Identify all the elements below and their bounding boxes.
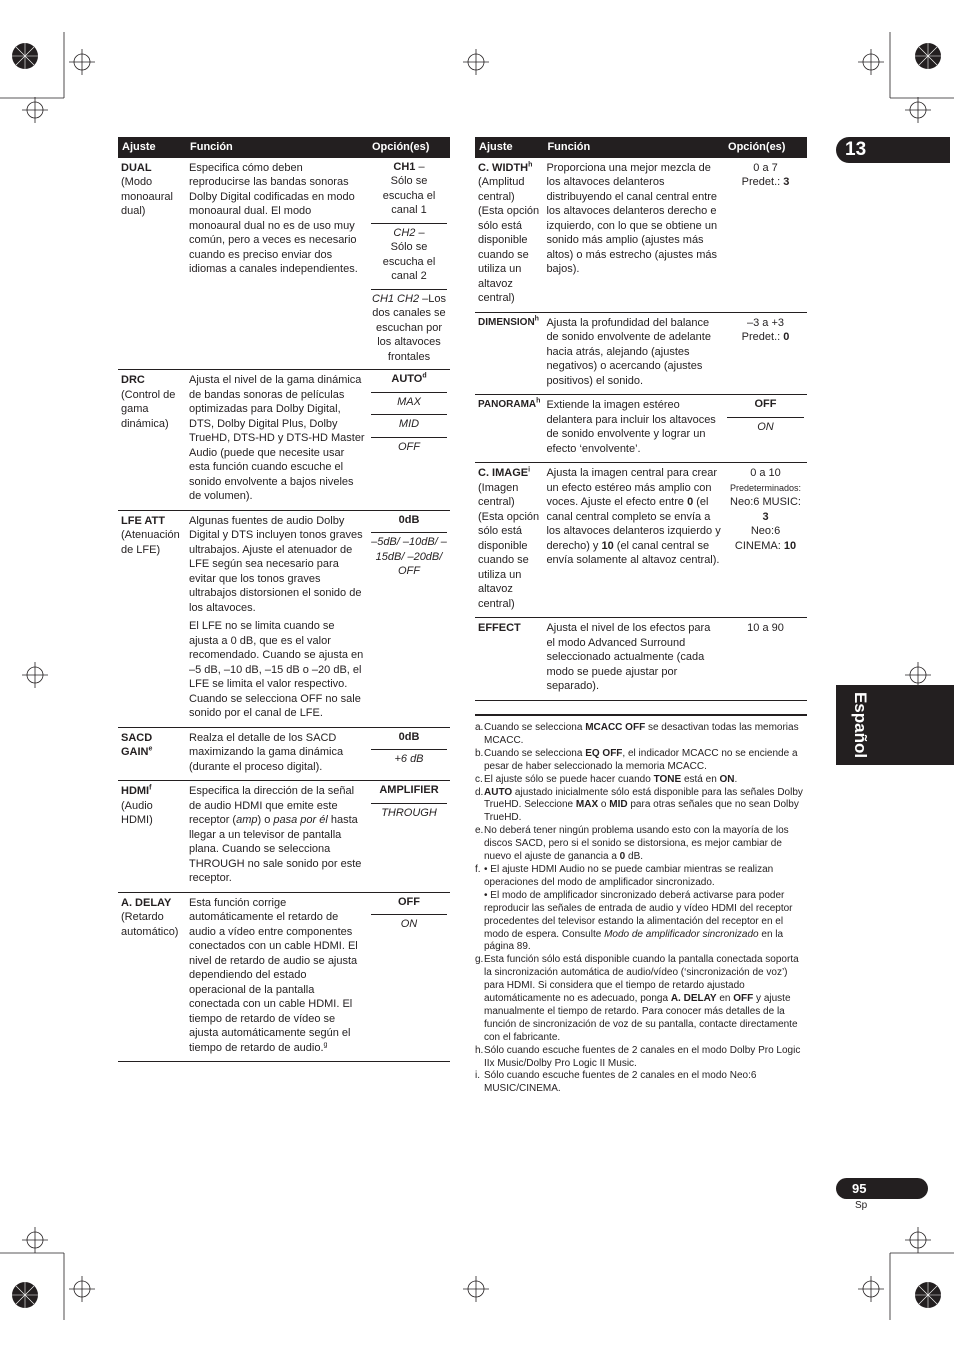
table-row bbox=[118, 370, 450, 511]
option-off: OFF bbox=[727, 395, 804, 418]
setting-name: HDMI$^f$ bbox=[121, 784, 152, 797]
option-range: 0 a 7 bbox=[753, 161, 778, 174]
language-tab: Español bbox=[836, 685, 954, 765]
option-default: Predet.: 0 bbox=[741, 331, 790, 343]
option-6db: +6 dB bbox=[394, 753, 424, 765]
page-label: Sp bbox=[855, 1200, 868, 1211]
setting-function: Especifica la dirección de la señal de audio HDMI que emite este receptor (amp) o pasa por él hasta llegar a un televisor de pantalla plana. Cuando se selecciona THROUGH no sale sonido por este receptor. bbox=[186, 781, 368, 893]
option-ch1ch2: CH1 CH2 –Los dos canales se escuchan por los altavoces frontales bbox=[372, 292, 446, 363]
table-row bbox=[118, 781, 450, 893]
chapter-tab: 13 bbox=[836, 137, 950, 163]
option-ch1: CH1 – Sólo se escucha el canal 1 bbox=[371, 158, 447, 224]
setting-function: Realza el detalle de los SACD maximizando la gama dinámica (durante el proceso digital). bbox=[186, 727, 368, 781]
setting-desc: (Retardo automático) bbox=[121, 911, 179, 938]
setting-function: Esta función corrige automáticamente el retardo de audio a vídeo entre componentes conectados con un cable HDMI. El nivel de retardo de audio se ajusta dependiendo del estado operacional de la pantalla conectada con un cable HDMI. El tiempo de retardo de vídeo se ajusta automáticamente según el tiempo de retardo de audio.$^g$ bbox=[186, 892, 368, 1062]
setting-name: C. IMAGE$^i$ bbox=[478, 466, 531, 479]
footnote-a: a. Cuando se selecciona MCACC OFF se desactivan todas las memorias MCACC. bbox=[475, 722, 799, 746]
setting-name: SACD GAIN$^e$ bbox=[121, 731, 153, 758]
option-off: OFF bbox=[371, 893, 447, 916]
table-header bbox=[118, 137, 450, 158]
setting-name: EFFECT bbox=[478, 622, 521, 634]
option-neo6-music: Neo:6 MUSIC: 3 bbox=[730, 496, 801, 523]
option-max: MAX bbox=[371, 393, 447, 416]
table-row bbox=[118, 727, 450, 781]
table-row bbox=[118, 158, 450, 370]
option-ch2: CH2 – Sólo se escucha el canal 2 bbox=[371, 224, 447, 290]
option-0db: 0dB bbox=[371, 511, 447, 534]
option-0db: 0dB bbox=[371, 728, 447, 751]
option-auto: AUTO$^d$ bbox=[371, 370, 447, 393]
setting-name: DRC bbox=[121, 374, 145, 386]
setting-name: C. WIDTH$^h$ bbox=[478, 160, 533, 174]
setting-function-note: El LFE no se limita cuando se ajusta a 0 dB, que es el valor recomendado. Cuando se ajusta en –5 dB, –10 dB, –15 dB o –20 dB, el LFE se limita el valor respectivo. Cuando se selecciona OFF no sale sonido por el canal de LFE. bbox=[189, 620, 364, 719]
option-on: ON bbox=[757, 420, 774, 433]
settings-table-left bbox=[118, 137, 450, 1062]
option-mid: MID bbox=[371, 415, 447, 438]
option-lfe-levels: –5dB/ –10dB/ –15dB/ –20dB/ OFF bbox=[371, 536, 447, 577]
option-range: –3 a +3 bbox=[747, 316, 785, 329]
header-function: Función bbox=[543, 137, 724, 158]
footnote-i: i. Sólo cuando escuche fuentes de 2 canales en el modo Neo:6 MUSIC/CINEMA. bbox=[475, 1070, 757, 1095]
option-range: 0 a 10 bbox=[750, 467, 781, 479]
option-on: ON bbox=[400, 918, 418, 930]
footnote-h: h. Sólo cuando escuche fuentes de 2 canales en el modo Dolby Pro Logic IIx Music/Dolby Pro Logic II Music. bbox=[475, 1044, 801, 1069]
option-through: THROUGH bbox=[381, 806, 437, 819]
setting-desc: (Modo monoaural dual) bbox=[121, 176, 173, 217]
setting-desc: (Atenuación de LFE) bbox=[121, 529, 180, 556]
setting-desc: (Audio HDMI) bbox=[121, 799, 153, 826]
setting-desc: (Amplitud central) (Esta opción sólo está disponible cuando se utiliza un altavoz central) bbox=[478, 176, 540, 304]
setting-name: DIMENSION$^h$ bbox=[478, 315, 539, 328]
table-row bbox=[475, 463, 807, 618]
footnote-e: e. No deberá tener ningún problema usando esto con la mayoría de los discos SACD, pero si el sonido se distorsiona, es mejor cambiar de nuevo el ajuste de ganancia a 0 dB. bbox=[475, 825, 789, 863]
setting-function: Especifica cómo deben reproducirse las bandas sonoras Dolby Digital codificadas en modo monoaural dual. El modo monoaural dual no es de uso muy común, pero a veces es necesario cuando es preciso enviar dos idiomas a canales independientes. bbox=[186, 158, 368, 370]
settings-table-right bbox=[475, 137, 807, 701]
header-options: Opción(es) bbox=[368, 137, 450, 158]
table-row bbox=[475, 158, 807, 313]
table-row bbox=[475, 618, 807, 701]
option-default: Predet.: 3 bbox=[741, 176, 790, 188]
footnote-b: b. Cuando se selecciona EQ OFF, el indicador MCACC no se enciende a pesar de haber seleccionado la memoria MCACC. bbox=[475, 747, 798, 772]
option-range: 10 a 90 bbox=[747, 622, 784, 634]
table-row bbox=[475, 395, 807, 463]
setting-function: Algunas fuentes de audio Dolby Digital y DTS incluyen tonos graves ultrabajos. Ajuste el atenuador de LFE según sea necesario para evitar que los tonos graves ultrabajos distorsionen el sonido de los altavoces. bbox=[189, 514, 363, 614]
table-row bbox=[118, 510, 450, 727]
setting-function: Ajusta la profundidad del balance de sonido envolvente de adelante hacia atrás, alejando (ajustes negativos) o acercando (ajustes positivos) el sonido. bbox=[543, 312, 724, 395]
page-number: 95 bbox=[836, 1178, 928, 1199]
setting-name: PANORAMA$^h$ bbox=[478, 397, 541, 410]
setting-name: LFE ATT bbox=[121, 514, 165, 527]
setting-desc: (Control de gama dinámica) bbox=[121, 388, 176, 430]
footnote-c: c. El ajuste sólo se puede hacer cuando TONE está en ON. bbox=[475, 773, 738, 785]
header-setting: Ajuste bbox=[118, 137, 186, 158]
setting-function: Ajusta el nivel de los efectos para el modo Advanced Surround seleccionado actualmente (cada modo se puede ajustar por separado). bbox=[543, 618, 724, 701]
setting-function: Extiende la imagen estéreo delantera para incluir los altavoces de sonido envolvente y lograr un efecto ‘envolvente’. bbox=[543, 395, 724, 463]
option-neo6-cinema: Neo:6 CINEMA: 10 bbox=[734, 525, 797, 552]
footnote-g: g. Esta función sólo está disponible cuando la pantalla conectada soporta la sincronización automática de audio/vídeo (‘sincronización de voz’) para HDMI. Si considera que el tiempo de retardo ajustado automáticamente no es adecuado, ponga A. DELAY en OFF y ajuste manualmente el tiempo de retardo. Para conocer más detalles de la función de sincronización de voz de su pantalla, contacte directamente con el fabricante. bbox=[475, 954, 799, 1043]
setting-desc: (Imagen central) (Esta opción sólo está disponible cuando se utiliza un altavoz central) bbox=[478, 481, 540, 610]
table-end-rule bbox=[475, 714, 807, 716]
option-off: OFF bbox=[398, 440, 420, 453]
table-header bbox=[475, 137, 807, 158]
setting-function: Ajusta el nivel de la gama dinámica de bandas sonoras de películas optimizadas para Dolby Digital, DTS, Dolby Digital Plus, Dolby TrueHD, DTS-HD y DTS-HD Master Audio (puede que necesite usar esta función cuando escuche el sonido envolvente a bajos niveles de volumen). bbox=[186, 370, 368, 511]
footnotes bbox=[475, 722, 808, 1096]
table-row bbox=[475, 312, 807, 395]
footnote-d: d. AUTO ajustado inicialmente sólo está disponible para las señales Dolby TrueHD. Seleccione MAX o MID para otras señales que no sean Dolby TrueHD. bbox=[475, 786, 803, 824]
setting-function: Proporciona una mejor mezcla de los altavoces delanteros distribuyendo el canal central entre los altavoces delanteros derecho e izquierdo, con lo que se obtiene un sonido más amplio (ajustes más altos) o más estrecho (ajustes más bajos). bbox=[543, 158, 724, 313]
option-amplifier: AMPLIFIER bbox=[371, 781, 447, 804]
setting-name: A. DELAY bbox=[121, 896, 172, 909]
option-default-label: Predeterminados: bbox=[729, 482, 802, 493]
header-options: Opción(es) bbox=[724, 137, 807, 158]
setting-name: DUAL bbox=[121, 161, 152, 174]
header-setting: Ajuste bbox=[475, 137, 543, 158]
footnote-f: f. • El ajuste HDMI Audio no se puede cambiar mientras se realizan operaciones del modo de amplificador sincronizado. bbox=[475, 863, 774, 888]
footnote-f-cont: • El modo de amplificador sincronizado deberá activarse para poder reproducir las señales de entrada de audio y vídeo HDMI del receptor procedentes del televisor estando la alimentación del receptor en el modo de espera. Consulte Modo de amplificador sincronizado en la página 89. bbox=[484, 889, 793, 953]
setting-function: Ajusta la imagen central para crear un efecto estéreo más amplio con voces. Ajuste el efecto entre 0 (el canal central completo se envía a los altavoces delanteros izquierdo y derecho) y 10 (el canal central se envía solamente al altavoz central). bbox=[543, 463, 724, 618]
table-row bbox=[118, 892, 450, 1062]
header-function: Función bbox=[186, 137, 368, 158]
